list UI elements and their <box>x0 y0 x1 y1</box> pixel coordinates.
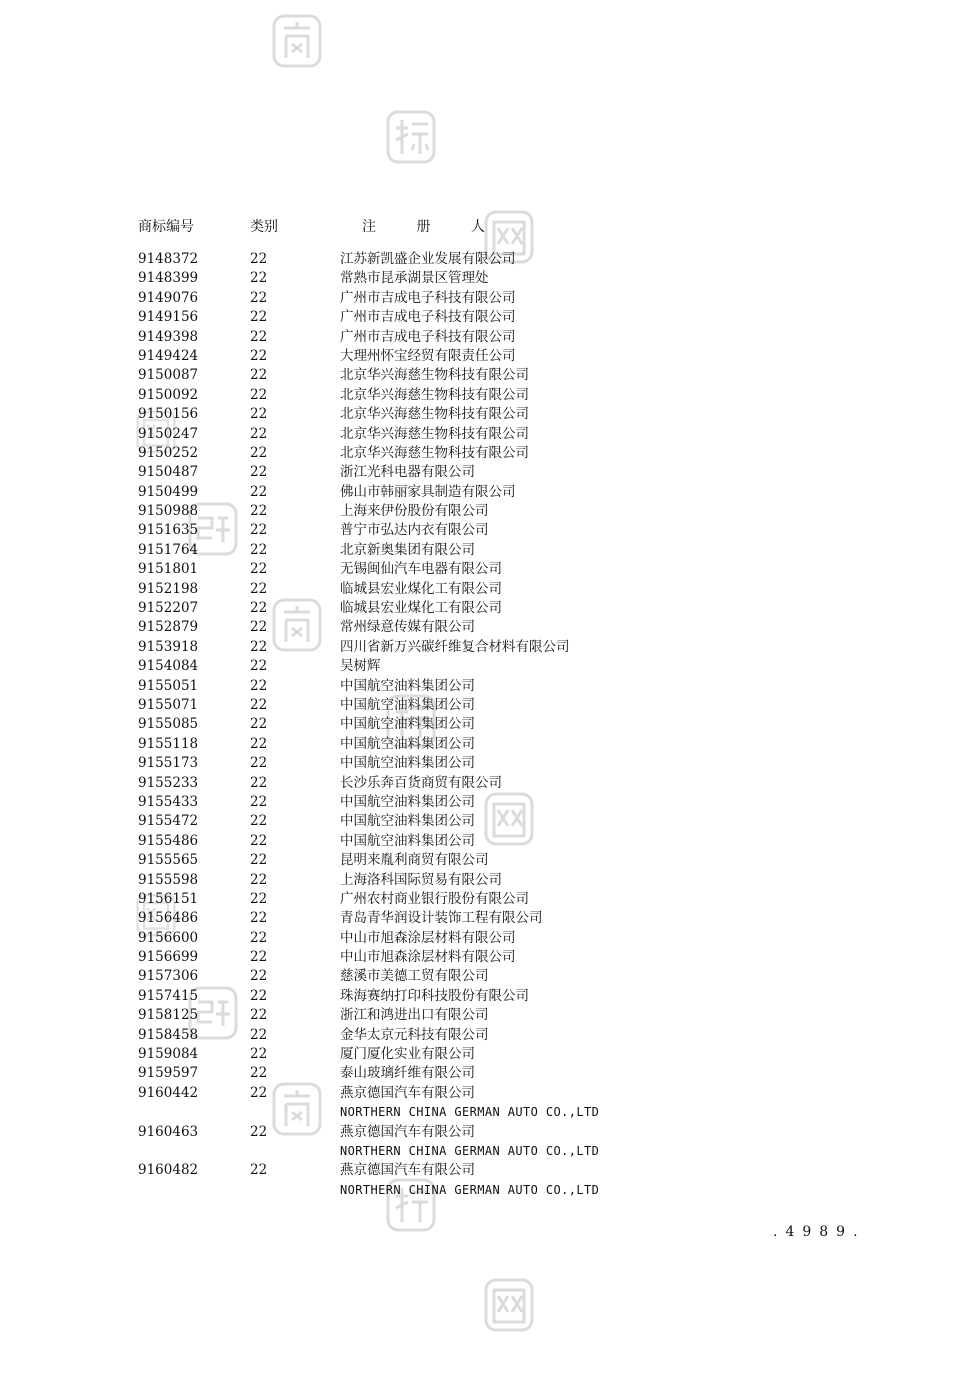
watermark-icon <box>272 14 322 68</box>
trademark-number: 9157306 <box>138 968 199 985</box>
registrant-name: 常州绿意传媒有限公司 <box>340 619 475 636</box>
class-cell: 22 <box>250 522 268 539</box>
registrant-name: 广州市吉成电子科技有限公司 <box>340 328 516 345</box>
registrant-name: 北京新奥集团有限公司 <box>340 541 475 558</box>
table-row <box>0 1123 980 1162</box>
table-row <box>0 793 980 812</box>
table-row <box>0 851 980 870</box>
trademark-number: 9149398 <box>138 328 199 345</box>
class-cell: 22 <box>250 464 268 481</box>
class-cell: 22 <box>250 289 268 306</box>
registrant-name: 北京华兴海慈生物科技有限公司 <box>340 406 529 423</box>
registrant-name: 上海洛科国际贸易有限公司 <box>340 871 502 888</box>
class-cell: 22 <box>250 852 268 869</box>
trademark-number: 9155233 <box>138 774 199 791</box>
class-cell: 22 <box>250 987 268 1004</box>
trademark-number: 9149424 <box>138 347 199 364</box>
trademark-number: 9148372 <box>138 251 199 267</box>
trademark-number: 9155472 <box>138 813 199 830</box>
registrant-name: 佛山市韩丽家具制造有限公司 <box>340 483 516 500</box>
registrant-name: 普宁市弘达内衣有限公司 <box>340 522 489 539</box>
trademark-number: 9157415 <box>138 987 199 1004</box>
registrant-name: 北京华兴海慈生物科技有限公司 <box>340 425 529 442</box>
class-cell: 22 <box>250 658 268 675</box>
header-trademark-no: 商标编号 <box>138 219 194 235</box>
class-cell: 22 <box>250 328 268 345</box>
trademark-number: 9156151 <box>138 890 199 907</box>
trademark-number: 9155598 <box>138 871 199 888</box>
trademark-number: 9152879 <box>138 619 199 636</box>
class-cell: 22 <box>250 386 268 403</box>
table-row <box>0 366 980 385</box>
class-cell: 22 <box>250 367 268 384</box>
trademark-number: 9160482 <box>138 1162 199 1179</box>
table-row <box>0 1006 980 1025</box>
registrant-name: 中山市旭森涂层材料有限公司 <box>340 949 516 966</box>
table-row <box>0 1026 980 1045</box>
class-cell: 22 <box>250 774 268 791</box>
registrant-name-english: NORTHERN CHINA GERMAN AUTO CO.,LTD <box>340 1105 600 1120</box>
trademark-number: 9149076 <box>138 289 199 306</box>
trademark-number: 9159597 <box>138 1065 199 1082</box>
trademark-number: 9155433 <box>138 793 199 810</box>
table-row <box>0 638 980 657</box>
registrant-name: 燕京德国汽车有限公司 <box>340 1084 475 1101</box>
class-cell: 22 <box>250 716 268 733</box>
table-row <box>0 347 980 366</box>
table-row <box>0 735 980 754</box>
table-row <box>0 657 980 676</box>
class-cell: 22 <box>250 1046 268 1063</box>
table-row <box>0 560 980 579</box>
page-number: .4989. <box>773 1224 866 1240</box>
trademark-number: 9150988 <box>138 503 199 520</box>
registrant-name: 燕京德国汽车有限公司 <box>340 1123 475 1140</box>
table-row <box>0 715 980 734</box>
registrant-name: 中国航空油料集团公司 <box>340 832 475 849</box>
table-row <box>0 987 980 1006</box>
table-header <box>0 216 980 236</box>
trademark-number: 9156486 <box>138 910 199 927</box>
trademark-number: 9155118 <box>138 735 199 752</box>
trademark-number: 9155565 <box>138 852 199 869</box>
table-row <box>0 483 980 502</box>
trademark-number: 9150252 <box>138 444 199 461</box>
trademark-number: 9151635 <box>138 522 199 539</box>
registrant-name: 江苏新凯盛企业发展有限公司 <box>340 251 516 267</box>
registrant-name: 中国航空油料集团公司 <box>340 696 475 713</box>
table-row <box>0 1064 980 1083</box>
trademark-number: 9150487 <box>138 464 199 481</box>
registrant-name: 无锡闽仙汽车电器有限公司 <box>340 561 502 578</box>
class-cell: 22 <box>250 425 268 442</box>
trademark-number: 9150247 <box>138 425 199 442</box>
registrant-name: 北京华兴海慈生物科技有限公司 <box>340 386 529 403</box>
class-cell: 22 <box>250 1065 268 1082</box>
class-cell: 22 <box>250 541 268 558</box>
class-cell: 22 <box>250 309 268 326</box>
table-row <box>0 909 980 928</box>
class-cell: 22 <box>250 832 268 849</box>
class-cell: 22 <box>250 871 268 888</box>
trademark-number: 9151764 <box>138 541 199 558</box>
registrant-name: 中国航空油料集团公司 <box>340 735 475 752</box>
registrant-name: 临城县宏业煤化工有限公司 <box>340 600 502 617</box>
watermark-icon <box>484 1278 534 1332</box>
table-row <box>0 599 980 618</box>
class-cell: 22 <box>250 793 268 810</box>
class-cell: 22 <box>250 890 268 907</box>
trademark-number: 9150156 <box>138 406 199 423</box>
registrant-name: 四川省新万兴碳纤维复合材料有限公司 <box>340 638 570 655</box>
class-cell: 22 <box>250 561 268 578</box>
registrant-name-english: NORTHERN CHINA GERMAN AUTO CO.,LTD <box>340 1182 600 1197</box>
table-row <box>0 405 980 424</box>
table-row <box>0 269 980 288</box>
header-class: 类别 <box>250 219 278 235</box>
registrant-name: 昆明来胤利商贸有限公司 <box>340 852 489 869</box>
table-row <box>0 677 980 696</box>
table-row <box>0 580 980 599</box>
class-cell: 22 <box>250 813 268 830</box>
trademark-number: 9158458 <box>138 1026 199 1043</box>
trademark-number: 9159084 <box>138 1046 199 1063</box>
table-row <box>0 1161 980 1200</box>
trademark-number: 9156699 <box>138 949 199 966</box>
class-cell: 22 <box>250 503 268 520</box>
class-cell: 22 <box>250 638 268 655</box>
table-row <box>0 521 980 540</box>
registrant-name-english: NORTHERN CHINA GERMAN AUTO CO.,LTD <box>340 1143 600 1158</box>
trademark-number: 9153918 <box>138 638 199 655</box>
trademark-number: 9156600 <box>138 929 199 946</box>
table-row <box>0 386 980 405</box>
trademark-number: 9148399 <box>138 270 199 287</box>
class-cell: 22 <box>250 755 268 772</box>
trademark-number: 9154084 <box>138 658 199 675</box>
registrant-name: 中国航空油料集团公司 <box>340 755 475 772</box>
registrant-name: 中国航空油料集团公司 <box>340 793 475 810</box>
table-row <box>0 1084 980 1123</box>
table-row <box>0 871 980 890</box>
trademark-number: 9160463 <box>138 1123 199 1140</box>
table-row <box>0 1045 980 1064</box>
registrant-name: 北京华兴海慈生物科技有限公司 <box>340 444 529 461</box>
trademark-number: 9151801 <box>138 561 199 578</box>
registrant-name: 金华太京元科技有限公司 <box>340 1026 489 1043</box>
table-row <box>0 328 980 347</box>
class-cell: 22 <box>250 1123 268 1140</box>
class-cell: 22 <box>250 949 268 966</box>
trademark-number: 9152207 <box>138 600 199 617</box>
table-row <box>0 425 980 444</box>
class-cell: 22 <box>250 1084 268 1101</box>
registrant-name: 临城县宏业煤化工有限公司 <box>340 580 502 597</box>
registrant-name: 慈溪市美德工贸有限公司 <box>340 968 489 985</box>
registrant-name: 青岛青华润设计装饰工程有限公司 <box>340 910 543 927</box>
class-cell: 22 <box>250 444 268 461</box>
class-cell: 22 <box>250 696 268 713</box>
class-cell: 22 <box>250 1026 268 1043</box>
trademark-number: 9149156 <box>138 309 199 326</box>
registrant-name: 珠海赛纳打印科技股份有限公司 <box>340 987 529 1004</box>
trademark-number: 9158125 <box>138 1007 199 1024</box>
class-cell: 22 <box>250 483 268 500</box>
watermark-icon <box>386 110 436 164</box>
table-row <box>0 832 980 851</box>
trademark-number: 9155051 <box>138 677 199 694</box>
registrant-name: 北京华兴海慈生物科技有限公司 <box>340 367 529 384</box>
table-row <box>0 948 980 967</box>
registrant-name: 中国航空油料集团公司 <box>340 813 475 830</box>
table-row <box>0 696 980 715</box>
registrant-name: 广州市吉成电子科技有限公司 <box>340 309 516 326</box>
class-cell: 22 <box>250 600 268 617</box>
trademark-number: 9155486 <box>138 832 199 849</box>
registrant-name: 浙江光科电器有限公司 <box>340 464 475 481</box>
table-row <box>0 774 980 793</box>
class-cell: 22 <box>250 406 268 423</box>
trademark-list <box>0 250 980 1200</box>
table-row <box>0 890 980 909</box>
header-registrant: 注 册 人 <box>362 219 503 235</box>
class-cell: 22 <box>250 968 268 985</box>
registrant-name: 广州农村商业银行股份有限公司 <box>340 890 529 907</box>
registrant-name: 广州市吉成电子科技有限公司 <box>340 289 516 306</box>
registrant-name: 大理州怀宝经贸有限责任公司 <box>340 347 516 364</box>
table-row <box>0 250 980 269</box>
class-cell: 22 <box>250 580 268 597</box>
table-row <box>0 289 980 308</box>
class-cell: 22 <box>250 270 268 287</box>
registrant-name: 常熟市昆承湖景区管理处 <box>340 270 489 287</box>
trademark-number: 9150092 <box>138 386 199 403</box>
trademark-number: 9160442 <box>138 1084 199 1101</box>
table-row <box>0 618 980 637</box>
registrant-name: 泰山玻璃纤维有限公司 <box>340 1065 475 1082</box>
registrant-name: 上海来伊份股份有限公司 <box>340 503 489 520</box>
registrant-name: 中国航空油料集团公司 <box>340 716 475 733</box>
trademark-number: 9152198 <box>138 580 199 597</box>
registrant-name: 中山市旭森涂层材料有限公司 <box>340 929 516 946</box>
class-cell: 22 <box>250 1162 268 1179</box>
table-row <box>0 967 980 986</box>
table-row <box>0 541 980 560</box>
table-row <box>0 444 980 463</box>
table-row <box>0 812 980 831</box>
trademark-number: 9150087 <box>138 367 199 384</box>
class-cell: 22 <box>250 735 268 752</box>
class-cell: 22 <box>250 929 268 946</box>
registrant-name: 长沙乐奔百货商贸有限公司 <box>340 774 502 791</box>
class-cell: 22 <box>250 1007 268 1024</box>
class-cell: 22 <box>250 910 268 927</box>
class-cell: 22 <box>250 677 268 694</box>
class-cell: 22 <box>250 619 268 636</box>
table-row <box>0 929 980 948</box>
registrant-name: 厦门厦化实业有限公司 <box>340 1046 475 1063</box>
table-row <box>0 754 980 773</box>
table-row <box>0 502 980 521</box>
registrant-name: 中国航空油料集团公司 <box>340 677 475 694</box>
class-cell: 22 <box>250 347 268 364</box>
trademark-number: 9155071 <box>138 696 199 713</box>
trademark-number: 9155085 <box>138 716 199 733</box>
table-row <box>0 308 980 327</box>
trademark-number: 9155173 <box>138 755 199 772</box>
table-row <box>0 463 980 482</box>
registrant-name: 浙江和鸿进出口有限公司 <box>340 1007 489 1024</box>
registrant-name: 燕京德国汽车有限公司 <box>340 1162 475 1179</box>
trademark-number: 9150499 <box>138 483 199 500</box>
registrant-name: 吴树辉 <box>340 658 381 675</box>
class-cell: 22 <box>250 251 268 267</box>
